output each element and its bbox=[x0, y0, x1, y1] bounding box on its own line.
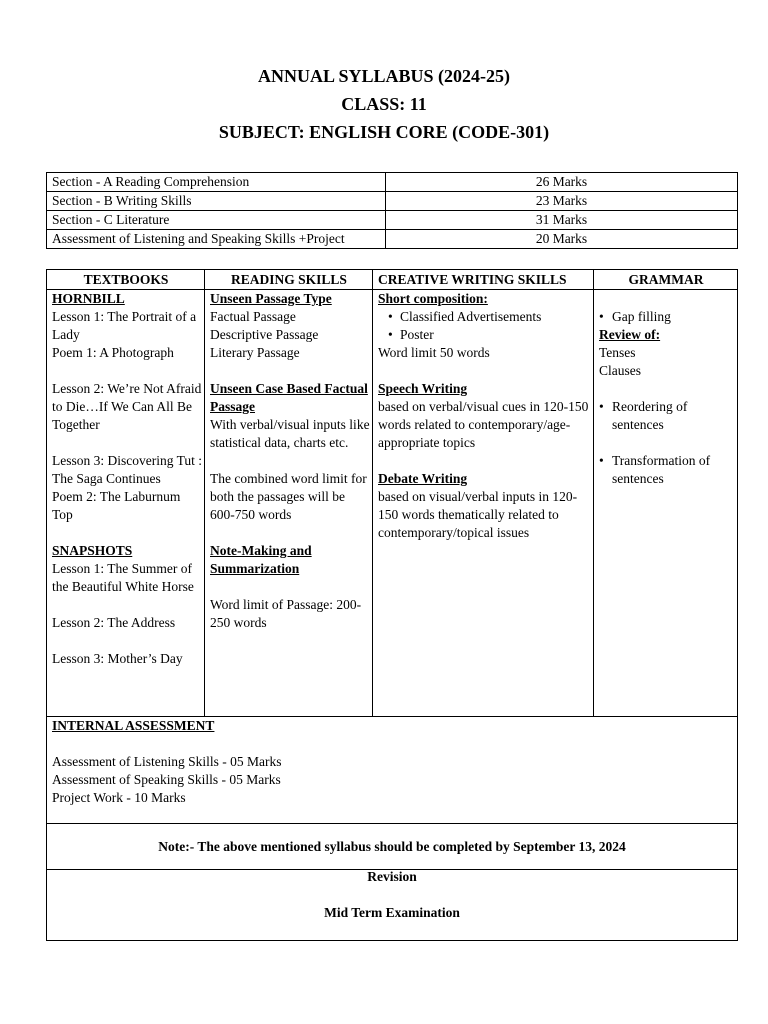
list-item: Tenses bbox=[599, 345, 636, 360]
table-row bbox=[47, 192, 738, 211]
speech-writing-text: based on verbal/visual cues in 120-150 words related to contemporary/age-appropriate topics bbox=[378, 399, 589, 450]
note-making-text: Word limit of Passage: 200-250 words bbox=[210, 597, 362, 630]
list-item: Clauses bbox=[599, 363, 641, 378]
reading-cell bbox=[205, 290, 373, 717]
combined-limit-text: The combined word limit for both the passages will be 600-750 words bbox=[210, 471, 367, 522]
table-header-row bbox=[47, 270, 738, 290]
debate-writing-text: based on visual/verbal inputs in 120-150 words thematically related to contemporary/topical issues bbox=[378, 489, 578, 540]
internal-assessment-cell bbox=[47, 717, 738, 824]
list-item: Poem 2: The Laburnum Top bbox=[52, 489, 181, 522]
list-item: Assessment of Speaking Skills - 05 Marks bbox=[52, 772, 281, 787]
table-row bbox=[47, 824, 738, 870]
list-item: Lesson 1: The Summer of the Beautiful White Horse bbox=[52, 561, 194, 594]
case-based-text: With verbal/visual inputs like statistical data, charts etc. bbox=[210, 417, 370, 450]
internal-assessment-heading: INTERNAL ASSESSMENT bbox=[52, 718, 215, 733]
list-item: • Classified Advertisements bbox=[378, 308, 593, 326]
table-row bbox=[47, 870, 738, 941]
table-row bbox=[47, 717, 738, 824]
section-marks: 31 Marks bbox=[386, 211, 738, 230]
section-marks: 23 Marks bbox=[386, 192, 738, 211]
marks-table bbox=[46, 172, 738, 249]
list-item: • Gap filling bbox=[599, 308, 737, 326]
list-item: Descriptive Passage bbox=[210, 327, 319, 342]
document-header bbox=[0, 62, 768, 146]
list-item: Literary Passage bbox=[210, 345, 300, 360]
short-composition-heading: Short composition: bbox=[378, 291, 488, 306]
table-row bbox=[47, 230, 738, 249]
syllabus-title: ANNUAL SYLLABUS (2024-25) bbox=[257, 66, 511, 86]
list-item: Assessment of Listening Skills - 05 Marks bbox=[52, 754, 282, 769]
mid-term-label: Mid Term Examination bbox=[324, 905, 460, 920]
subject-title: SUBJECT: ENGLISH CORE (CODE-301) bbox=[218, 122, 550, 142]
list-item: • Poster bbox=[378, 326, 593, 344]
textbooks-cell bbox=[47, 290, 205, 717]
table-row bbox=[47, 211, 738, 230]
class-title: CLASS: 11 bbox=[341, 94, 427, 114]
list-item: • Reordering of sentences bbox=[599, 398, 737, 434]
section-label: Assessment of Listening and Speaking Skills +Project bbox=[47, 230, 386, 249]
revision-cell bbox=[47, 870, 738, 941]
section-label: Section - A Reading Comprehension bbox=[47, 173, 386, 192]
section-label: Section - C Literature bbox=[47, 211, 386, 230]
list-item: • Transformation of sentences bbox=[599, 452, 737, 488]
list-item: Lesson 2: The Address bbox=[52, 615, 176, 630]
col-header-reading: READING SKILLS bbox=[205, 270, 373, 290]
syllabus-table bbox=[46, 269, 738, 941]
snapshots-heading: SNAPSHOTS bbox=[52, 543, 133, 558]
hornbill-heading: HORNBILL bbox=[52, 291, 125, 306]
section-marks: 20 Marks bbox=[386, 230, 738, 249]
speech-writing-heading: Speech Writing bbox=[378, 381, 468, 396]
debate-writing-heading: Debate Writing bbox=[378, 471, 468, 486]
section-marks: 26 Marks bbox=[386, 173, 738, 192]
table-row bbox=[47, 173, 738, 192]
case-based-heading: Unseen Case Based Factual Passage bbox=[210, 381, 368, 414]
list-item: Lesson 3: Mother’s Day bbox=[52, 651, 183, 666]
note-making-heading: Note-Making and Summarization bbox=[210, 543, 312, 576]
col-header-textbooks: TEXTBOOKS bbox=[47, 270, 205, 290]
completion-note: Note:- The above mentioned syllabus should be completed by September 13, 2024 bbox=[47, 824, 738, 870]
section-label: Section - B Writing Skills bbox=[47, 192, 386, 211]
list-item: Factual Passage bbox=[210, 309, 296, 324]
list-item: Project Work - 10 Marks bbox=[52, 790, 186, 805]
writing-cell bbox=[373, 290, 594, 717]
list-item: Lesson 3: Discovering Tut : The Saga Continues bbox=[52, 453, 203, 486]
table-row bbox=[47, 290, 738, 717]
review-heading: Review of: bbox=[599, 327, 661, 342]
revision-label: Revision bbox=[367, 869, 417, 884]
grammar-cell bbox=[594, 290, 738, 717]
unseen-passage-heading: Unseen Passage Type bbox=[210, 291, 332, 306]
short-limit-text: Word limit 50 words bbox=[378, 345, 490, 360]
list-item: Poem 1: A Photograph bbox=[52, 345, 174, 360]
col-header-writing: CREATIVE WRITING SKILLS bbox=[373, 270, 594, 290]
list-item: Lesson 1: The Portrait of a Lady bbox=[52, 309, 197, 342]
col-header-grammar: GRAMMAR bbox=[594, 270, 738, 290]
list-item: Lesson 2: We’re Not Afraid to Die…If We Can All Be Together bbox=[52, 381, 202, 432]
